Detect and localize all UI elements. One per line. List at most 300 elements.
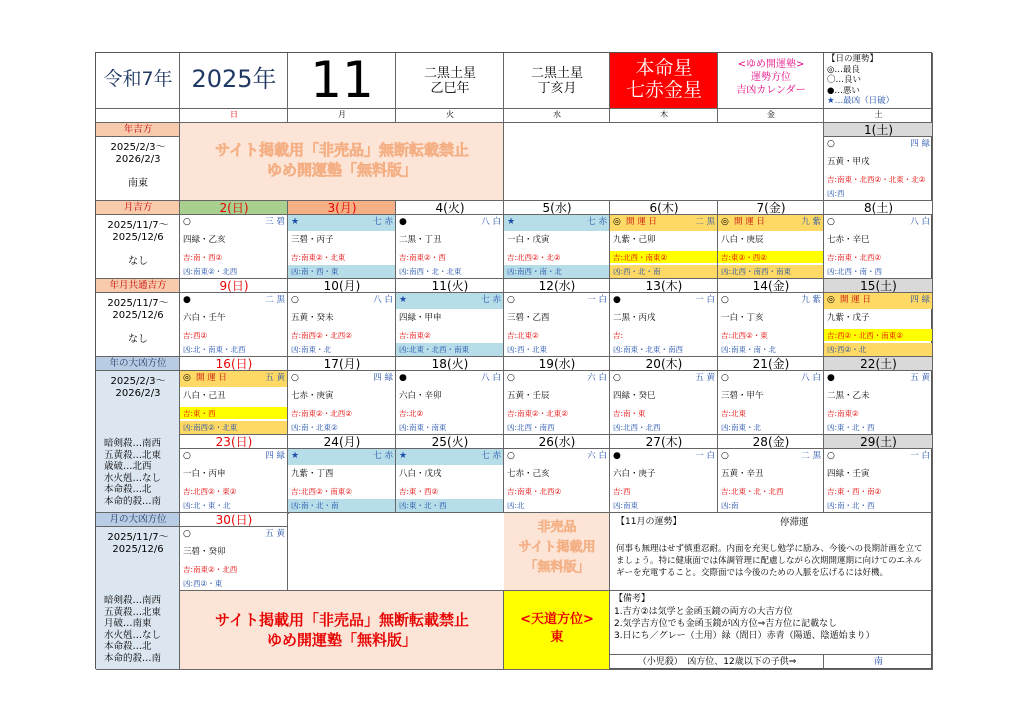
- day-cell[interactable]: [824, 123, 933, 201]
- honmei-line: 本命星: [635, 57, 693, 79]
- day-cell[interactable]: [288, 435, 396, 513]
- unlucky-directions: 凶:北西・北西: [613, 423, 661, 432]
- stamp-small-line: 非売品: [537, 520, 577, 535]
- legend-line: ●…悪い: [827, 85, 860, 96]
- unlucky-directions: 凶:西: [827, 189, 845, 198]
- weekday-label: 土: [874, 110, 883, 119]
- lucky-directions: 吉:西: [613, 487, 631, 496]
- kaiun-label: 開 運 日: [626, 217, 657, 227]
- notes-title: 【備考】: [614, 594, 651, 604]
- lucky-directions: 吉:北東・北・北西: [721, 487, 784, 496]
- side-bad-item: 暗剣殺…南西: [104, 595, 162, 606]
- fortune-title: 【11月の運勢】: [616, 517, 682, 527]
- lucky-directions: 吉:: [613, 331, 624, 340]
- day-star-band: [180, 215, 288, 231]
- day-cell[interactable]: [718, 357, 824, 435]
- unlucky-directions: 凶:南: [721, 501, 739, 510]
- weekday-header: [610, 109, 718, 123]
- day-cell[interactable]: [824, 357, 933, 435]
- day-star-band: [824, 137, 933, 153]
- side-header: 月の大凶方位: [96, 513, 180, 527]
- lucky-directions: 吉:北西・南東②: [610, 251, 718, 263]
- day-kanshi: 四緑・壬寅: [827, 469, 870, 479]
- day-number: 1(土): [824, 123, 933, 137]
- lucky-directions: 吉:南西②・北西②: [291, 331, 352, 340]
- day-mark: ★: [291, 217, 300, 227]
- day-number: 18(火): [396, 357, 504, 371]
- side-range: 2025/2/3～: [110, 376, 166, 387]
- brand-cell: [718, 53, 824, 109]
- side-bad-item: 歳破…北西: [104, 461, 152, 472]
- nine-star: 五 黄: [265, 373, 285, 383]
- day-number: 20(木): [610, 357, 718, 371]
- kaiun-label: 開 運 日: [840, 295, 871, 305]
- side-range: 2026/2/3: [115, 388, 161, 399]
- unlucky-directions: 凶:北西・南西・南東: [718, 265, 824, 278]
- day-kanshi: 六白・辛卯: [399, 391, 442, 401]
- day-cell[interactable]: [180, 357, 288, 435]
- day-cell[interactable]: [504, 279, 610, 357]
- day-number: 11(火): [396, 279, 504, 293]
- side-range: 2026/2/3: [115, 154, 161, 165]
- day-mark: ○: [827, 139, 835, 149]
- day-star-band: [718, 293, 824, 309]
- day-number: 16(日): [180, 357, 288, 371]
- weekday-header: [718, 109, 824, 123]
- lucky-directions: 吉:南東②・北西②: [291, 409, 352, 418]
- tendo-line: <天道方位>: [520, 612, 594, 627]
- side-range: 2025/12/6: [112, 544, 164, 555]
- legend-line: ★…最凶（日破）: [827, 96, 895, 106]
- nine-star: 二 黒: [695, 217, 715, 227]
- lucky-directions: 吉:北西②・東: [721, 331, 768, 340]
- lucky-directions: 吉:南・西②: [183, 253, 223, 262]
- side-block: [96, 201, 180, 279]
- lucky-directions: 吉:東・西: [180, 407, 288, 419]
- side-direction: なし: [128, 334, 148, 345]
- month-label: 11: [310, 53, 374, 109]
- day-star-band: [396, 215, 504, 231]
- weekday-label: 木: [660, 110, 668, 119]
- stamp-line: ゆめ開運塾「無料版」: [266, 631, 417, 649]
- weekday-header: [824, 109, 933, 123]
- unlucky-directions: 凶:北・南東・北西: [183, 345, 246, 354]
- stamp-notice: [180, 123, 504, 201]
- honmei-line: 七赤金星: [625, 79, 702, 101]
- nine-star: 五 黄: [265, 529, 285, 539]
- weekday-header: [396, 109, 504, 123]
- day-number: 28(金): [718, 435, 824, 449]
- side-bad-item: 本命的殺…南: [104, 495, 162, 507]
- lucky-directions: 吉:西②・北西・南東②: [824, 329, 933, 341]
- side-range: 2025/2/3～: [110, 142, 166, 153]
- nine-star: 一 白: [695, 451, 715, 461]
- side-header: 年月共通吉方: [96, 279, 180, 293]
- side-block: [96, 279, 180, 357]
- empty-cells: [504, 123, 824, 201]
- stamp-line: サイト掲載用「非売品」無断転載禁止: [215, 611, 469, 629]
- nine-star: 八 白: [481, 217, 501, 227]
- side-bad-item: 月破…南東: [104, 618, 152, 629]
- day-cell[interactable]: [396, 357, 504, 435]
- day-star-band: [824, 293, 933, 309]
- kaiun-label: 開 運 日: [734, 217, 765, 227]
- day-mark: ○: [827, 451, 835, 461]
- unlucky-directions: 凶:北西・南・西: [827, 267, 883, 276]
- unlucky-directions: 凶:南・北・西: [827, 501, 875, 510]
- day-star-band: [396, 371, 504, 387]
- lucky-directions: 吉:南東・北西②: [827, 253, 882, 262]
- day-mark: ○: [183, 217, 191, 227]
- side-bad-item: 本命殺…北: [104, 641, 152, 652]
- lucky-directions: 吉:東②・西②: [718, 251, 824, 263]
- day-star-band: [504, 449, 610, 465]
- day-kanshi: 七赤・己亥: [507, 469, 550, 479]
- brand-line: 吉凶カレンダー: [736, 85, 806, 96]
- notes: [610, 591, 933, 655]
- unlucky-directions: 凶:南東②・北西: [183, 267, 238, 276]
- day-star-band: [610, 293, 718, 309]
- monthly-fortune: [610, 513, 933, 591]
- nine-star: 五 黄: [695, 373, 715, 383]
- side-range: 2025/11/7～: [107, 532, 169, 543]
- day-mark: ○: [291, 295, 299, 305]
- unlucky-directions: 凶:北: [507, 501, 525, 510]
- day-mark: ●: [399, 217, 407, 227]
- lucky-directions: 吉:北西②・北②: [507, 253, 561, 262]
- day-star-band: [288, 449, 396, 465]
- day-kanshi: 六白・壬午: [183, 313, 226, 323]
- day-mark: ★: [399, 451, 408, 461]
- unlucky-directions: 凶:西②・東: [183, 579, 223, 588]
- year-star-line: 乙巳年: [430, 81, 470, 96]
- weekday-label: 火: [446, 110, 454, 119]
- day-mark: ◎: [183, 373, 191, 383]
- day-mark: ○: [507, 451, 515, 461]
- side-block: [96, 513, 180, 670]
- unlucky-directions: 凶:北西・南西: [507, 423, 555, 432]
- legend-cell: [824, 53, 933, 109]
- side-range: 2025/11/7～: [107, 220, 169, 231]
- nine-star: 九 紫: [801, 217, 821, 227]
- unlucky-directions: 凶:西②・北: [824, 343, 933, 356]
- side-bad-item: 五黄殺…北東: [104, 606, 162, 618]
- nine-star: 七 赤: [373, 217, 393, 227]
- day-star-band: [396, 293, 504, 309]
- day-kanshi: 九紫・丁酉: [291, 469, 334, 479]
- day-kanshi: 四緑・甲申: [399, 313, 442, 323]
- unlucky-directions: 凶:南東: [613, 501, 639, 510]
- day-number: 26(水): [504, 435, 610, 449]
- fortune-text: 何事も無理はせず慎重忍耐。内面を充実し勉学に励み、今後への長期計画を立てましょう。特に健康面では体調管理に配慮しながら次期開運期に向けてのエネルギーを充電すること。交際面では今後のための人脈を広げるには好機。: [616, 544, 923, 578]
- unlucky-directions: 凶:南西・南・北: [504, 265, 610, 278]
- day-number: 6(木): [610, 201, 718, 215]
- stamp-notice: [180, 591, 504, 670]
- unlucky-directions: 凶:南・北東②: [291, 423, 338, 432]
- side-block: [96, 123, 180, 201]
- day-kanshi: 九紫・己卯: [613, 235, 656, 245]
- unlucky-directions: 凶:南西②・北東: [180, 421, 288, 434]
- day-cell[interactable]: [288, 279, 396, 357]
- day-mark: ★: [291, 451, 300, 461]
- nine-star: 五 黄: [910, 373, 930, 383]
- unlucky-directions: 凶:西・北・南: [610, 265, 718, 278]
- stamp-small: [504, 513, 610, 591]
- weekday-label: 日: [230, 110, 238, 119]
- day-cell[interactable]: [396, 435, 504, 513]
- day-kanshi: 三碧・甲午: [721, 391, 764, 401]
- day-number: 10(月): [288, 279, 396, 293]
- day-kanshi: 四緑・乙亥: [183, 235, 226, 245]
- day-mark: ○: [183, 451, 191, 461]
- day-cell[interactable]: [824, 201, 933, 279]
- nine-star: 四 緑: [910, 139, 930, 149]
- nine-star: 六 白: [587, 373, 607, 383]
- day-number: 14(金): [718, 279, 824, 293]
- day-number: 21(金): [718, 357, 824, 371]
- lucky-directions: 吉:南東②・北東: [291, 253, 346, 262]
- day-mark: ○: [827, 217, 835, 227]
- lucky-directions: 吉:北西②・東②: [183, 487, 237, 496]
- nine-star: 八 白: [481, 373, 501, 383]
- lucky-directions: 吉:南東②・北東②: [507, 409, 568, 418]
- weekday-header: [504, 109, 610, 123]
- day-mark: ○: [291, 373, 299, 383]
- day-cell[interactable]: [718, 201, 824, 279]
- nine-star: 六 白: [587, 451, 607, 461]
- day-star-band: [288, 215, 396, 231]
- day-star-band: [610, 215, 718, 231]
- day-number: 27(木): [610, 435, 718, 449]
- day-star-band: [824, 215, 933, 231]
- month-star-line: 丁亥月: [537, 81, 577, 96]
- side-bad-item: 本命的殺…南: [104, 652, 162, 664]
- day-kanshi: 六白・庚子: [613, 469, 656, 479]
- fortune-kind: 停滞運: [780, 517, 809, 528]
- unlucky-directions: 凶:西・北東: [507, 345, 548, 354]
- day-mark: ◎: [721, 217, 729, 227]
- day-kanshi: 五黄・壬辰: [507, 391, 550, 401]
- day-star-band: [718, 371, 824, 387]
- day-cell[interactable]: [180, 513, 288, 591]
- day-kanshi: 三碧・癸卯: [183, 547, 226, 557]
- nine-star: 八 白: [910, 217, 930, 227]
- weekday-header: [180, 109, 288, 123]
- day-star-band: [610, 371, 718, 387]
- day-number: 23(日): [180, 435, 288, 449]
- day-cell[interactable]: [288, 201, 396, 279]
- stamp-small-line: 「無料版」: [524, 560, 590, 575]
- day-star-band: [610, 449, 718, 465]
- day-number: 24(月): [288, 435, 396, 449]
- legend-line: 【日の運勢】: [827, 54, 879, 64]
- side-bad-item: 暗剣殺…南西: [104, 438, 162, 449]
- day-number: 8(土): [824, 201, 933, 215]
- day-cell[interactable]: [610, 279, 718, 357]
- unlucky-directions: 凶:南・北・南: [288, 499, 396, 512]
- day-mark: ○: [721, 451, 729, 461]
- day-kanshi: 七赤・辛巳: [827, 235, 870, 245]
- unlucky-directions: 凶:南東・北: [291, 345, 332, 354]
- lucky-directions: 吉:北東: [721, 409, 747, 418]
- nine-star: 四 緑: [265, 451, 285, 461]
- day-star-band: [504, 371, 610, 387]
- day-number: 3(月): [288, 201, 396, 215]
- day-mark: ○: [721, 295, 729, 305]
- nine-star: 四 緑: [910, 295, 930, 305]
- side-range: 2025/12/6: [112, 232, 164, 243]
- day-star-band: [180, 293, 288, 309]
- stamp-small-line: サイト掲載用: [518, 540, 596, 555]
- nine-star: 八 白: [801, 373, 821, 383]
- day-kanshi: 五黄・辛丑: [721, 469, 764, 479]
- day-star-band: [396, 449, 504, 465]
- day-star-band: [504, 215, 610, 231]
- unlucky-directions: 凶:南西・北・北東: [399, 267, 462, 276]
- day-cell[interactable]: [824, 279, 933, 357]
- day-cell[interactable]: [504, 357, 610, 435]
- nine-star: 八 白: [373, 295, 393, 305]
- day-star-band: [504, 293, 610, 309]
- lucky-directions: 吉:南東・北西②: [507, 487, 562, 496]
- year-cell: [180, 53, 288, 109]
- nine-star: 一 白: [587, 295, 607, 305]
- side-direction: なし: [128, 256, 148, 267]
- weekday-label: 水: [553, 110, 561, 119]
- side-bad-item: 水火剋…なし: [104, 472, 162, 484]
- nine-star: 一 白: [695, 295, 715, 305]
- day-cell[interactable]: [288, 357, 396, 435]
- unlucky-directions: 凶:東・北・西: [396, 499, 504, 512]
- month-star-line: 二黒土星: [530, 66, 583, 81]
- day-number: 29(土): [824, 435, 933, 449]
- year-star-line: 二黒土星: [423, 66, 476, 81]
- honmei-cell: [610, 53, 718, 109]
- side-range: 2025/12/6: [112, 310, 164, 321]
- side-header: 年吉方: [96, 123, 180, 137]
- day-star-band: [288, 371, 396, 387]
- day-cell[interactable]: [610, 201, 718, 279]
- side-bad-item: 五黄殺…北東: [104, 449, 162, 461]
- unlucky-directions: 凶:南東・南東: [399, 423, 447, 432]
- day-kanshi: 一白・丁亥: [721, 313, 764, 323]
- lucky-directions: 吉:東・西・南②: [827, 487, 882, 496]
- day-number: 13(木): [610, 279, 718, 293]
- kaiun-label: 開 運 日: [196, 373, 227, 383]
- day-mark: ●: [183, 295, 191, 305]
- lucky-directions: 吉:北西②・南東②: [291, 487, 352, 496]
- child-text: （小児殺） 凶方位、12歳以下の子供⇒: [637, 657, 797, 667]
- day-cell[interactable]: [610, 435, 718, 513]
- unlucky-directions: 凶:南東・北東・南西: [613, 345, 684, 354]
- child-direction: [824, 655, 933, 670]
- weekday-label: 月: [338, 110, 346, 119]
- unlucky-directions: 凶:北東・北西・南東: [396, 343, 504, 356]
- day-cell[interactable]: [824, 435, 933, 513]
- day-cell[interactable]: [180, 279, 288, 357]
- day-mark: ○: [183, 529, 191, 539]
- day-cell[interactable]: [718, 435, 824, 513]
- day-cell[interactable]: [396, 279, 504, 357]
- side-range: 2025/11/7～: [107, 298, 169, 309]
- day-kanshi: 二黒・丁丑: [399, 235, 442, 245]
- nine-star: 二 黒: [265, 295, 285, 305]
- day-kanshi: 二黒・丙戌: [613, 313, 656, 323]
- day-kanshi: 一白・戊寅: [507, 235, 550, 245]
- day-mark: ◎: [613, 217, 621, 227]
- nine-star: 九 紫: [801, 295, 821, 305]
- day-kanshi: 八白・己丑: [183, 391, 226, 401]
- year-star-cell: [396, 53, 504, 109]
- legend-line: ◎…最良: [827, 64, 860, 75]
- day-star-band: [180, 449, 288, 465]
- day-number: 17(月): [288, 357, 396, 371]
- day-number: 15(土): [824, 279, 933, 293]
- day-kanshi: 八白・戊戌: [399, 469, 442, 479]
- lucky-directions: 吉:南東②: [399, 331, 431, 340]
- day-mark: ○: [507, 295, 515, 305]
- unlucky-directions: 凶:南・西・東: [288, 265, 396, 278]
- day-number: 7(金): [718, 201, 824, 215]
- nine-star: 四 緑: [373, 373, 393, 383]
- day-number: 22(土): [824, 357, 933, 371]
- notes-item: 3.日にち／グレー（土用）緑（間日）赤青（陽遁、陰遁始まり）: [614, 631, 875, 641]
- day-kanshi: 三碧・乙酉: [507, 313, 550, 323]
- day-cell[interactable]: [504, 201, 610, 279]
- weekday-header: [288, 109, 396, 123]
- lucky-directions: 吉:南・東: [613, 409, 646, 418]
- nine-star: 七 赤: [373, 451, 393, 461]
- day-kanshi: 四緑・癸巳: [613, 391, 656, 401]
- day-cell[interactable]: [180, 435, 288, 513]
- day-cell[interactable]: [396, 201, 504, 279]
- day-cell[interactable]: [180, 201, 288, 279]
- tendo-direction: [504, 591, 610, 670]
- day-star-band: [824, 449, 933, 465]
- day-kanshi: 一白・丙申: [183, 469, 226, 479]
- nine-star: 七 赤: [481, 451, 501, 461]
- lucky-directions: 吉:北東②: [507, 331, 539, 340]
- day-mark: ●: [613, 295, 621, 305]
- day-number: 19(水): [504, 357, 610, 371]
- day-kanshi: 七赤・庚寅: [291, 391, 334, 401]
- lucky-directions: 吉:南東②: [827, 409, 859, 418]
- day-kanshi: 五黄・甲戌: [827, 157, 870, 167]
- day-cell[interactable]: [610, 357, 718, 435]
- day-kanshi: 九紫・戊子: [827, 313, 870, 323]
- day-mark: ◎: [827, 295, 835, 305]
- unlucky-directions: 凶:東・北・西: [827, 423, 875, 432]
- lucky-directions: 吉:南東・北西②・北東・北②: [827, 175, 926, 184]
- brand-line: <ゆめ開運塾>: [737, 59, 805, 70]
- day-cell[interactable]: [504, 435, 610, 513]
- day-mark: ●: [827, 373, 835, 383]
- day-kanshi: 三碧・丙子: [291, 235, 334, 245]
- stamp-line: ゆめ開運塾「無料版」: [266, 161, 417, 179]
- day-mark: ○: [507, 373, 515, 383]
- day-cell[interactable]: [718, 279, 824, 357]
- day-number: 25(火): [396, 435, 504, 449]
- month-cell: [288, 53, 396, 109]
- day-number: 12(水): [504, 279, 610, 293]
- day-mark: ★: [399, 295, 408, 305]
- spacer: [288, 513, 289, 514]
- lucky-directions: 吉:南東②・西: [399, 253, 446, 262]
- unlucky-directions: 凶:南東・北: [721, 423, 762, 432]
- nine-star: 一 白: [910, 451, 930, 461]
- side-header: 月吉方: [96, 201, 180, 215]
- day-star-band: [718, 215, 824, 231]
